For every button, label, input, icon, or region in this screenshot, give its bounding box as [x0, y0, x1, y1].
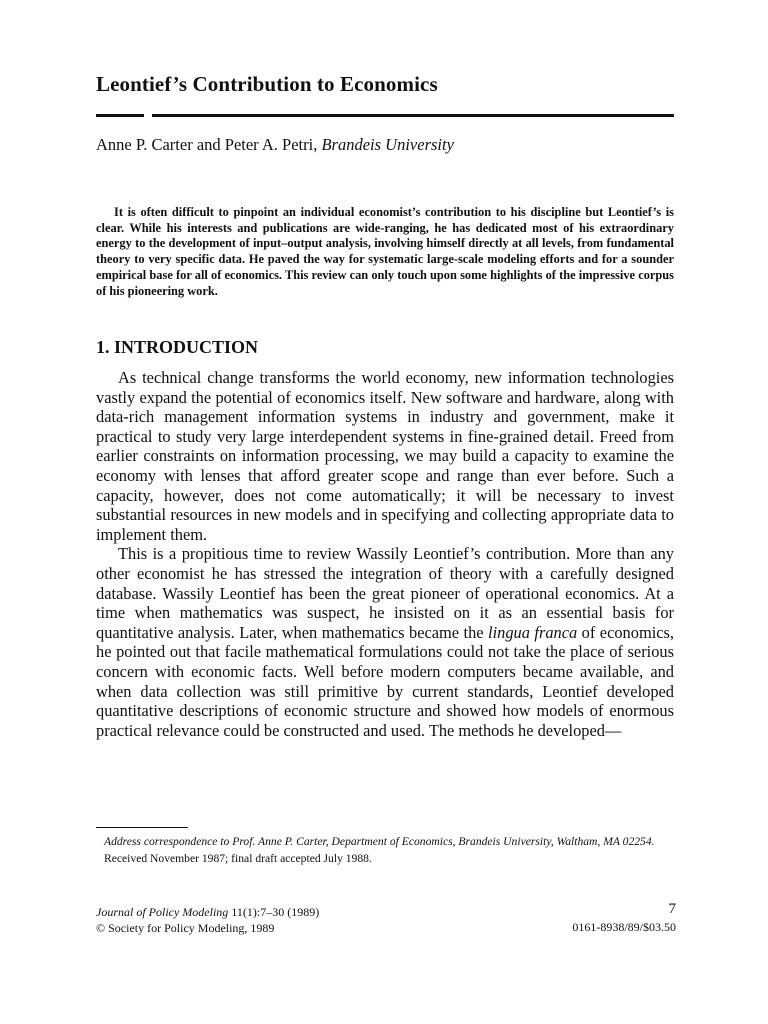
journal-citation: [96, 904, 319, 920]
journal-footer: [96, 904, 319, 936]
author-line: [96, 135, 454, 155]
copyright: © Society for Policy Modeling, 1989: [96, 921, 275, 935]
paragraph-text: of economics, he pointed out that facile mathematical formulations could not take the place of serious concern with economic facts. Well before modern computers became available, and when data collection was still primitive by current standards, Leontief developed quantitative descriptions of economic structure and showed how models of enormous practical relevance could be constructed and used. The methods he developed—: [96, 622, 674, 740]
page-footer-right: [572, 900, 676, 936]
paragraph: [96, 544, 674, 740]
issn-code: 0161-8938/89/$03.50: [572, 920, 676, 934]
paragraph: As technical change transforms the world economy, new information technologies vastly expand the potential of economics itself. New software and hardware, along with data-rich management information systems in industry and government, make it practical to study very large interdependent systems in fine-grained detail. Freed from earlier constraints on information processing, we may build a capacity to examine the economy with lenses that afford greater scope and range than ever before. Such a capacity, however, does not come automatically; it will be necessary to invest substantial resources in new models and in specifying and collecting appropriate data to implement them.: [96, 368, 674, 544]
footnote-rule: [96, 827, 188, 828]
footnote: [96, 834, 674, 867]
emphasis-text: lingua franca: [488, 622, 578, 642]
journal-volume: 11(1):7–30 (1989): [228, 905, 320, 919]
author-names: Anne P. Carter and Peter A. Petri,: [96, 135, 318, 154]
abstract: It is often difficult to pinpoint an individual economist’s contribution to his discipline but Leontief’s is clear. While his interests and publications are wide-ranging, he has dedicated most of his extraordinary energy to the development of input–output analysis, involving himself directly at all levels, from fundamental theory to very specific data. He paved the way for systematic large-scale modeling efforts and for a sounder empirical base for all of economics. This review can only touch upon some highlights of the impressive corpus of his pioneering work.: [96, 205, 674, 298]
title-rule: [152, 114, 674, 117]
journal-name: Journal of Policy Modeling: [96, 905, 229, 919]
author-affiliation: Brandeis University: [321, 135, 454, 154]
article-title: Leontief’s Contribution to Economics: [96, 72, 438, 96]
body-text: [96, 368, 674, 740]
received-note: Received November 1987; final draft accepted July 1988.: [104, 852, 372, 865]
correspondence-note: Address correspondence to Prof. Anne P. Carter, Department of Economics, Brandeis University, Waltham, MA 02254.: [104, 835, 655, 848]
title-rule-short: [96, 114, 144, 117]
paragraph-text: This is a propitious time to review Wassily Leontief’s contribution. More than any other economist he has stressed the integration of theory with a carefully designed database. Wassily Leontief has been the great pioneer of operational economics. At a time when mathematics was suspect, he insisted on it as an essential basis for quantitative analysis. Later, when mathematics became the: [96, 544, 674, 642]
section-heading: 1. INTRODUCTION: [96, 337, 259, 357]
page-number: 7: [668, 901, 676, 917]
